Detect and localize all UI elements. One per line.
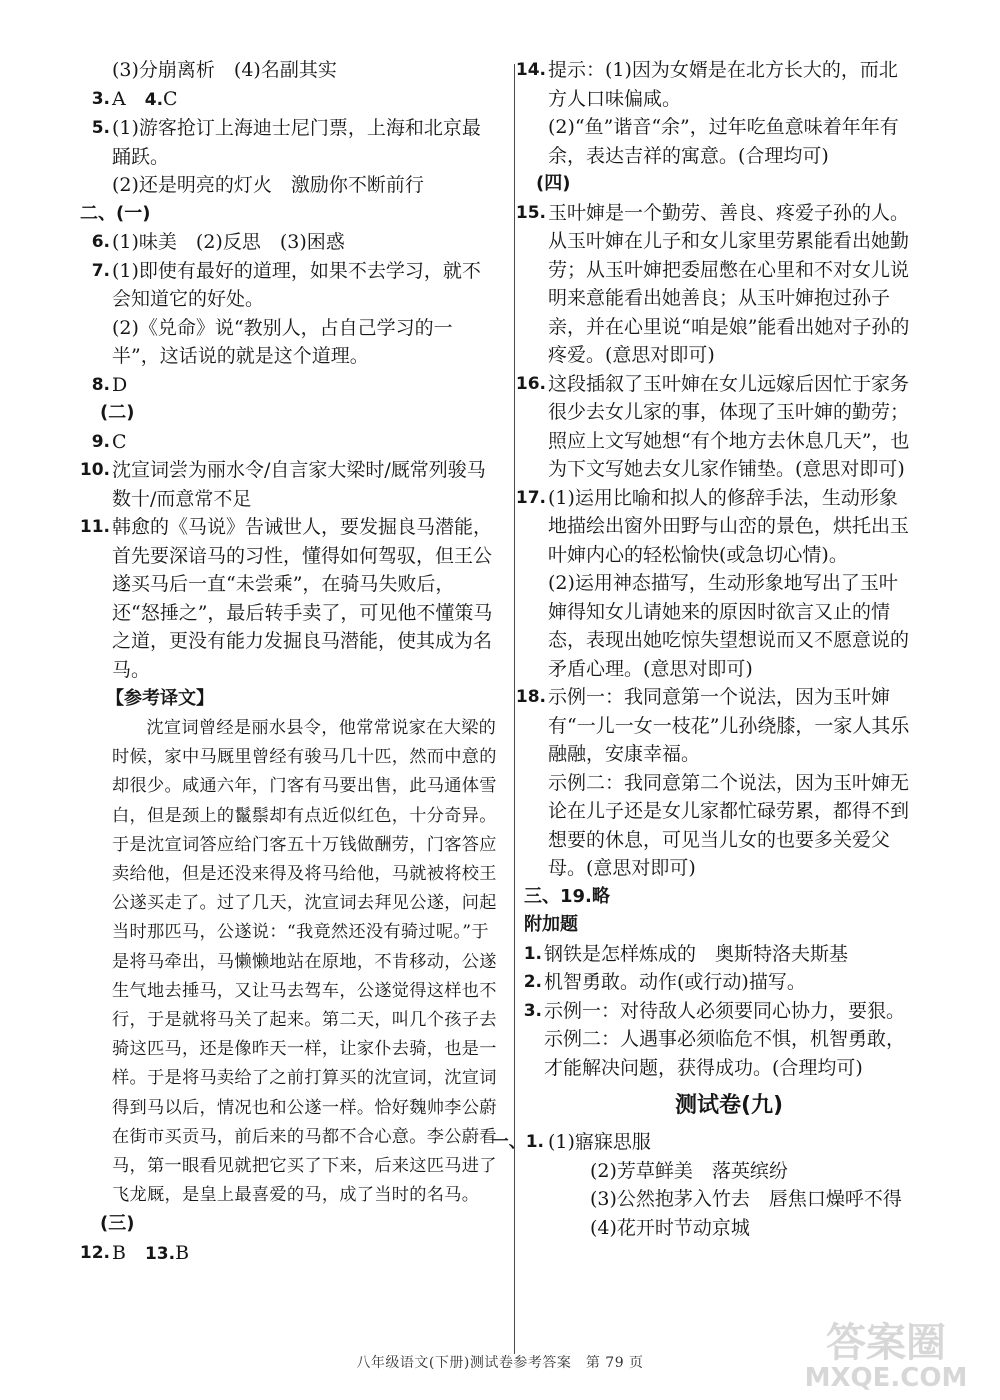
answer-text: A xyxy=(112,87,145,110)
question-number: 6. xyxy=(91,232,110,252)
watermark-url: MXQE.COM xyxy=(804,1363,968,1392)
question-number: 15. xyxy=(515,202,546,223)
answer-text: 机智勇敢。动作(或行动)描写。 xyxy=(544,971,806,993)
extra-answer-1 xyxy=(523,940,910,969)
answer-text: 沈宣词尝为丽水令/自言家大梁时/厩常列骏马数十/而意常不足 xyxy=(112,459,486,510)
answer-11 xyxy=(79,513,497,684)
column-divider xyxy=(514,64,515,1354)
question-number: 13. xyxy=(144,1243,176,1264)
answer-text: 示例二：人遇事必须临危不惧，机智勇敢，才能解决问题，获得成功。(合理均可) xyxy=(544,1028,906,1079)
answer-text: (1)寤寐思服 xyxy=(548,1131,651,1153)
answer-14 xyxy=(515,56,910,113)
answer-text: (1)味美 (2)反思 (3)困惑 xyxy=(112,231,345,253)
question-number: 14. xyxy=(515,60,546,80)
answer-7-part2 xyxy=(112,314,497,371)
question-number: 8. xyxy=(91,374,110,395)
watermark-logo xyxy=(786,1310,986,1392)
answer-5-part2 xyxy=(112,171,497,200)
answer-text: 钢铁是怎样炼成的 奥斯特洛夫斯基 xyxy=(544,942,849,965)
answer-text: 提示：(1)因为女婿是在北方长大的，而北方人口味偏咸。 xyxy=(548,59,898,110)
answer-12-13 xyxy=(79,1239,497,1269)
answer-6 xyxy=(91,228,497,257)
section-heading: (四) xyxy=(536,173,571,194)
reference-translation-heading: 【参考译文】 xyxy=(106,688,214,709)
test-answer-1 xyxy=(491,1128,910,1157)
answer-18 xyxy=(515,683,910,769)
answer-3-4 xyxy=(91,85,497,115)
left-column xyxy=(79,56,497,1268)
answer-text: (1)即使有最好的道理，如果不去学习，就不会知道它的好处。 xyxy=(112,259,481,310)
answer-text: C xyxy=(163,87,178,110)
test-answer-1-part2: (2)芳草鲜美 落英缤纷 xyxy=(590,1159,788,1182)
answer-text: (1)游客抢订上海迪士尼门票，上海和北京最踊跃。 xyxy=(112,117,481,168)
question-number: 一、1. xyxy=(491,1132,544,1152)
test-title: 测试卷(九) xyxy=(674,1093,784,1118)
answer-text: D xyxy=(112,373,128,396)
section-heading: (三) xyxy=(100,1213,135,1235)
section-heading: (二) xyxy=(100,402,135,423)
section-number: 三、19. xyxy=(524,885,592,907)
section-heading xyxy=(524,883,910,912)
answer-text: 示例一：我同意第一个说法，因为玉叶婶有“一儿一女一枝花”儿孙绕膝，一家人其乐融融，安康幸福。 xyxy=(548,686,910,765)
question-number: 11. xyxy=(79,517,110,537)
answer-text: (2)《兑命》说“教别人，占自己学习的一半”，这话说的就是这个道理。 xyxy=(112,316,453,367)
answer-text: 这段插叙了玉叶婶在女儿远嫁后因忙于家务很少去女儿家的事，体现了玉叶婶的勤劳；照应上文写她想“有个地方去休息几天”，也为下文写她去女儿家作铺垫。(意思对即可) xyxy=(548,372,910,480)
watermark-text: 答案圈 xyxy=(826,1320,946,1366)
extra-answer-3-part2 xyxy=(544,1025,910,1082)
question-number: 1. xyxy=(523,943,542,964)
answer-text: 示例二：我同意第二个说法，因为玉叶婶无论在儿子还是女儿家都忙碌劳累，都得不到想要的休息，可见当儿女的也要多关爱父母。(意思对即可) xyxy=(548,771,910,879)
answer-9 xyxy=(91,428,497,457)
question-number: 16. xyxy=(515,373,546,394)
question-number: 2. xyxy=(523,972,542,992)
answer-text: 示例一：对待敌人必须要同心协力，要狠。 xyxy=(544,999,906,1022)
question-number: 3. xyxy=(523,1000,542,1021)
answer-8 xyxy=(91,371,497,400)
answer-15 xyxy=(515,199,910,370)
question-number: 7. xyxy=(91,260,110,281)
answer-17 xyxy=(515,484,910,570)
answer-text: 韩愈的《马说》告诫世人，要发掘良马潜能，首先要深谙马的习性，懂得如何驾驭，但王公遂买马后一直“未尝乘”，在骑马失败后，还“怒捶之”，最后转手卖了，可见他不懂策马之道，更没有能力发掘良马潜能，使其成为名马。 xyxy=(112,516,493,681)
answer-text: (3)分崩离析 (4)名副其实 xyxy=(112,59,337,81)
answer-text: (2)还是明亮的灯火 激励你不断前行 xyxy=(112,174,424,196)
answer-text: (2)运用神态描写，生动形象地写出了玉叶婶得知女儿请她来的原因时欲言又止的情态，表现出她吃惊失望想说而又不愿意说的矛盾心理。(意思对即可) xyxy=(548,572,910,680)
question-number: 5. xyxy=(91,118,110,138)
answer-14-part2 xyxy=(548,113,910,170)
question-number: 12. xyxy=(79,1242,110,1263)
answer-18-part2 xyxy=(548,769,910,883)
reference-translation-text: 沈宣词曾经是丽水县令，他常常说家在大梁的时候，家中马厩里曾经有骏马几十匹，然而中意的却很少。咸通六年，门客有马要出售，此马通体雪白，但是颈上的鬣鬃却有点近似红色，十分奇异。于是沈宣词答应给门客五十万钱做酬劳，门客答应卖给他，但是还没来得及将马给他，马就被将校王公遂买走了。过了几天，沈宣词去拜见公遂，问起当时那匹马，公遂说：“我竟然还没有骑过呢。”于是将马牵出，马懒懒地站在原地，不肯移动，公遂生气地去捶马，又让马去驾车，公遂觉得这样也不行，于是就将马关了起来。第二天，叫几个孩子去骑这匹马，还是像昨天一样，让家仆去骑，也是一样。于是将马卖给了之前打算买的沈宣词，沈宣词得到马以后，情况也和公遂一样。恰好魏帅李公蔚在街市买贡马，前后来的马都不合心意。李公蔚看马，第一眼看见就把它买了下来，后来这匹马进了飞龙厩，是皇上最喜爱的马，成了当时的名马。 xyxy=(112,718,497,1206)
answer-text: C xyxy=(112,430,127,453)
answer-17-part2 xyxy=(548,569,910,683)
answer-7 xyxy=(91,257,497,314)
answer-10 xyxy=(79,456,497,513)
question-number: 4. xyxy=(144,89,164,110)
answer-5 xyxy=(91,114,497,171)
section-heading: 二、(一) xyxy=(80,202,151,224)
answer-text: (1)运用比喻和拟人的修辞手法，生动形象地描绘出窗外田野与山峦的景色，烘托出玉叶婶内心的轻松愉快(或急切心情)。 xyxy=(548,486,910,566)
extra-answer-2 xyxy=(523,968,910,997)
right-column xyxy=(491,56,910,1242)
answer-2-cont xyxy=(112,56,497,85)
answer-text: B xyxy=(175,1241,190,1264)
question-number: 9. xyxy=(91,431,110,452)
answer-text: 玉叶婶是一个勤劳、善良、疼爱子孙的人。从玉叶婶在儿子和女儿家里劳累能看出她勤劳；从玉叶婶把委屈憋在心里和不对女儿说明来意能看出她善良；从玉叶婶抱过孙子亲，并在心里说“咱是娘”能看出她对子孙的疼爱。(意思对即可) xyxy=(548,201,910,366)
question-number: 3. xyxy=(91,88,110,109)
answer-text: (2)“鱼”谐音“余”，过年吃鱼意味着年年有余，表达吉祥的寓意。(合理均可) xyxy=(548,116,899,167)
answer-16 xyxy=(515,370,910,484)
answer-text: B xyxy=(112,1241,145,1264)
test-answer-1-part3: (3)公然抱茅入竹去 唇焦口燥呼不得 xyxy=(590,1188,902,1210)
extra-answer-3 xyxy=(523,997,910,1026)
test-answer-1-part4: (4)花开时节动京城 xyxy=(590,1216,750,1239)
page-footer: 八年级语文(下册)测试卷参考答案 第 79 页 xyxy=(356,1355,644,1371)
question-number: 10. xyxy=(79,460,110,480)
extra-questions-heading: 附加题 xyxy=(524,914,578,935)
answer-text: 略 xyxy=(591,885,610,907)
question-number: 17. xyxy=(515,487,546,508)
question-number: 18. xyxy=(515,687,546,707)
